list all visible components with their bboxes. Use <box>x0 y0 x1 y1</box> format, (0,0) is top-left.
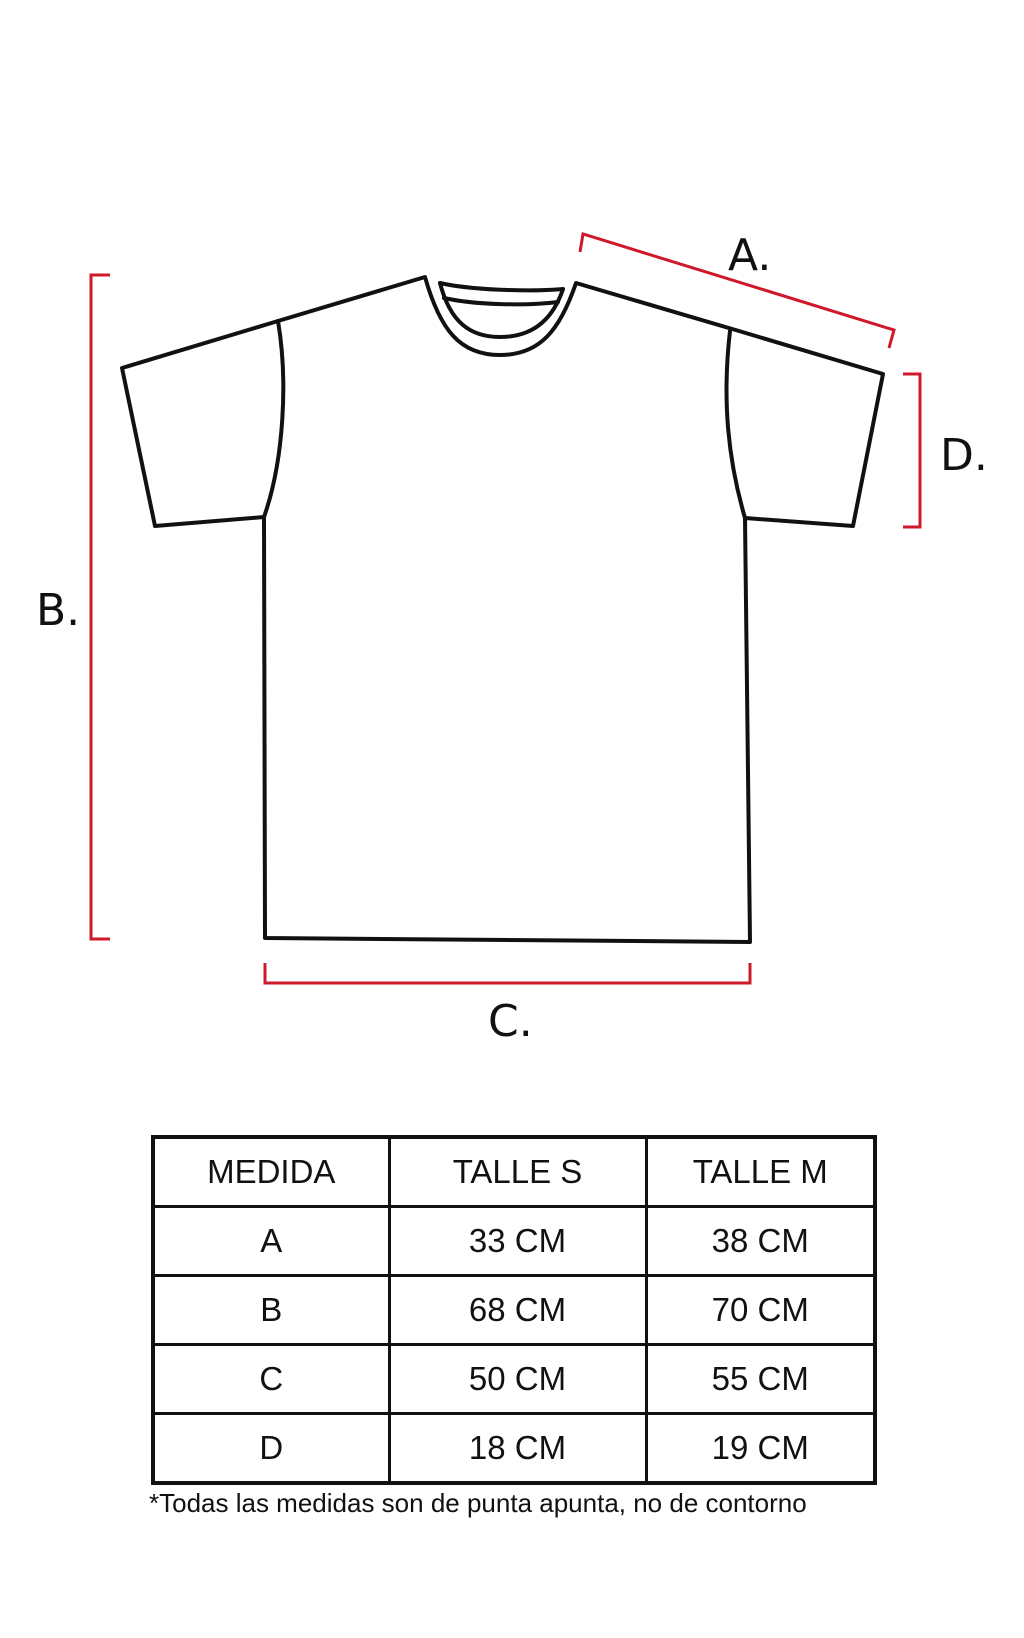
cell-medida: D <box>153 1414 389 1484</box>
cell-talle-m: 38 CM <box>646 1207 875 1276</box>
cell-medida: C <box>153 1345 389 1414</box>
cell-talle-m: 55 CM <box>646 1345 875 1414</box>
header-talle-m: TALLE M <box>646 1137 875 1207</box>
header-medida: MEDIDA <box>153 1137 389 1207</box>
table-header-row <box>153 1137 875 1207</box>
left-sleeve-seam <box>264 321 283 517</box>
collar-back-line-1 <box>440 283 563 290</box>
label-b: B. <box>36 585 81 636</box>
table-row <box>153 1207 875 1276</box>
label-a: A. <box>728 230 772 281</box>
cell-talle-s: 18 CM <box>389 1414 646 1484</box>
table-row <box>153 1345 875 1414</box>
cell-medida: A <box>153 1207 389 1276</box>
right-sleeve-seam <box>726 331 745 518</box>
bracket-b <box>91 275 110 939</box>
cell-talle-s: 68 CM <box>389 1276 646 1345</box>
table-row <box>153 1414 875 1484</box>
footnote: *Todas las medidas son de punta apunta, no de contorno <box>149 1488 807 1518</box>
table-row <box>153 1276 875 1345</box>
cell-talle-s: 33 CM <box>389 1207 646 1276</box>
cell-talle-m: 19 CM <box>646 1414 875 1484</box>
bracket-d <box>903 374 920 527</box>
tshirt-outline <box>122 277 883 942</box>
label-c: C. <box>488 996 533 1047</box>
bracket-c <box>265 963 750 983</box>
collar-back-line-2 <box>444 298 558 304</box>
tshirt-body <box>122 277 883 942</box>
header-talle-s: TALLE S <box>389 1137 646 1207</box>
size-table <box>151 1135 877 1485</box>
cell-talle-m: 70 CM <box>646 1276 875 1345</box>
cell-medida: B <box>153 1276 389 1345</box>
cell-talle-s: 50 CM <box>389 1345 646 1414</box>
label-d: D. <box>940 430 988 481</box>
